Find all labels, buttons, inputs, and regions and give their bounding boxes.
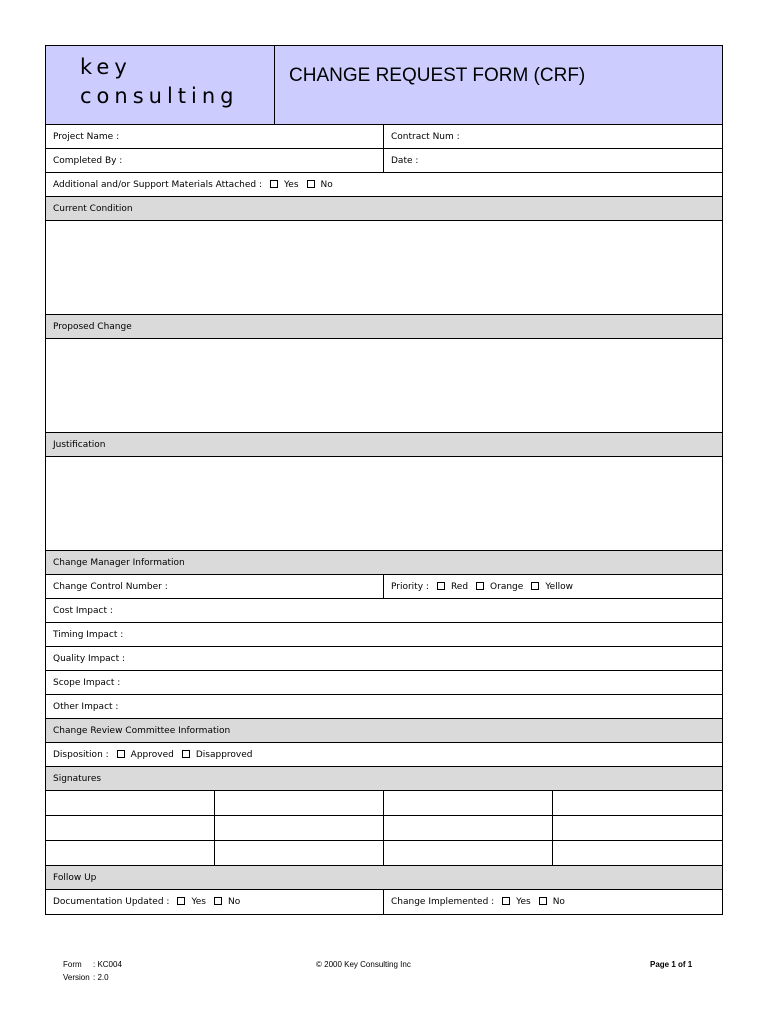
current-condition-area[interactable]: [46, 221, 722, 315]
implemented-no-label: No: [552, 897, 565, 907]
priority-label: Priority :: [391, 581, 429, 592]
disapproved-label: Disapproved: [195, 749, 253, 760]
form-code: : KC004: [93, 960, 122, 969]
timing-impact-field[interactable]: Timing Impact :: [53, 629, 124, 640]
project-row: [46, 125, 722, 149]
documentation-no-checkbox[interactable]: [214, 897, 222, 905]
timing-impact-row: [46, 623, 722, 647]
cost-impact-row: [46, 599, 722, 623]
approved-checkbox[interactable]: [117, 750, 125, 758]
signatures-header: [46, 767, 722, 791]
additional-yes-checkbox[interactable]: [270, 180, 278, 188]
documentation-no-label: No: [227, 897, 241, 907]
signature-cell[interactable]: [553, 816, 722, 840]
disposition-row: [46, 743, 722, 767]
signature-cell[interactable]: [384, 841, 553, 865]
scope-impact-row: [46, 671, 722, 695]
priority-orange-label: Orange: [490, 581, 524, 592]
signature-cell[interactable]: [215, 816, 384, 840]
signature-row: [46, 841, 722, 866]
documentation-updated-label: Documentation Updated :: [53, 897, 170, 907]
review-committee-label: Change Review Committee Information: [53, 725, 231, 736]
signature-cell[interactable]: [46, 816, 215, 840]
documentation-yes-checkbox[interactable]: [177, 897, 185, 905]
additional-no-label: No: [320, 179, 333, 190]
implemented-yes-checkbox[interactable]: [502, 897, 510, 905]
priority-yellow-checkbox[interactable]: [531, 582, 539, 590]
signature-cell[interactable]: [553, 841, 722, 865]
priority-yellow-label: Yellow: [545, 581, 574, 592]
copyright: © 2000 Key Consulting Inc: [316, 960, 411, 969]
priority-orange-checkbox[interactable]: [476, 582, 484, 590]
control-priority-row: [46, 575, 722, 599]
cost-impact-field[interactable]: Cost Impact :: [53, 605, 113, 616]
priority-red-checkbox[interactable]: [437, 582, 445, 590]
other-impact-row: [46, 695, 722, 719]
signature-row: [46, 791, 722, 816]
quality-impact-field[interactable]: Quality Impact :: [53, 653, 126, 664]
additional-no-checkbox[interactable]: [307, 180, 315, 188]
signature-cell[interactable]: [384, 816, 553, 840]
additional-materials-row: [46, 173, 722, 197]
justification-area[interactable]: [46, 457, 722, 551]
completed-row: [46, 149, 722, 173]
signature-cell[interactable]: [553, 791, 722, 815]
project-name-field[interactable]: Project Name :: [46, 125, 384, 148]
disposition-label: Disposition :: [53, 749, 109, 760]
proposed-change-header: [46, 315, 722, 339]
proposed-change-label: Proposed Change: [53, 321, 132, 332]
page-number: Page 1 of 1: [650, 960, 693, 969]
change-request-form: [45, 45, 723, 915]
contract-num-field[interactable]: Contract Num :: [391, 131, 460, 142]
documentation-yes-label: Yes: [191, 897, 206, 907]
additional-yes-label: Yes: [284, 179, 299, 190]
review-committee-header: [46, 719, 722, 743]
signature-cell[interactable]: [384, 791, 553, 815]
scope-impact-field[interactable]: Scope Impact :: [53, 677, 121, 688]
follow-up-row: [46, 890, 722, 914]
follow-up-label: Follow Up: [53, 872, 97, 883]
justification-header: [46, 433, 722, 457]
priority-red-label: Red: [450, 581, 469, 592]
current-condition-label: Current Condition: [53, 203, 133, 214]
other-impact-field[interactable]: Other Impact :: [53, 701, 119, 712]
approved-label: Approved: [130, 749, 174, 760]
disapproved-checkbox[interactable]: [182, 750, 190, 758]
implemented-yes-label: Yes: [516, 897, 531, 907]
additional-materials-label: Additional and/or Support Materials Attached :: [53, 179, 262, 190]
signature-cell[interactable]: [215, 791, 384, 815]
date-field[interactable]: Date :: [391, 155, 419, 166]
logo-line-2: consulting: [80, 84, 239, 108]
signature-cell[interactable]: [215, 841, 384, 865]
company-logo: [46, 46, 275, 124]
signature-row: [46, 816, 722, 841]
form-title: CHANGE REQUEST FORM (CRF): [289, 65, 586, 86]
signatures-label: Signatures: [53, 773, 102, 784]
signature-cell[interactable]: [46, 841, 215, 865]
change-implemented-label: Change Implemented :: [391, 897, 495, 907]
proposed-change-area[interactable]: [46, 339, 722, 433]
change-manager-label: Change Manager Information: [53, 557, 185, 568]
logo-line-1: key: [80, 55, 132, 79]
form-info: [63, 958, 122, 984]
completed-by-field[interactable]: Completed By :: [46, 149, 384, 172]
change-control-number-field[interactable]: Change Control Number :: [46, 575, 384, 598]
change-manager-header: [46, 551, 722, 575]
signature-cell[interactable]: [46, 791, 215, 815]
version-label: Version: [63, 973, 90, 982]
follow-up-header: [46, 866, 722, 890]
quality-impact-row: [46, 647, 722, 671]
version-number: : 2.0: [93, 973, 109, 982]
implemented-no-checkbox[interactable]: [539, 897, 547, 905]
current-condition-header: [46, 197, 722, 221]
justification-label: Justification: [53, 439, 106, 450]
form-label: Form: [63, 960, 82, 969]
form-header: [46, 46, 722, 125]
